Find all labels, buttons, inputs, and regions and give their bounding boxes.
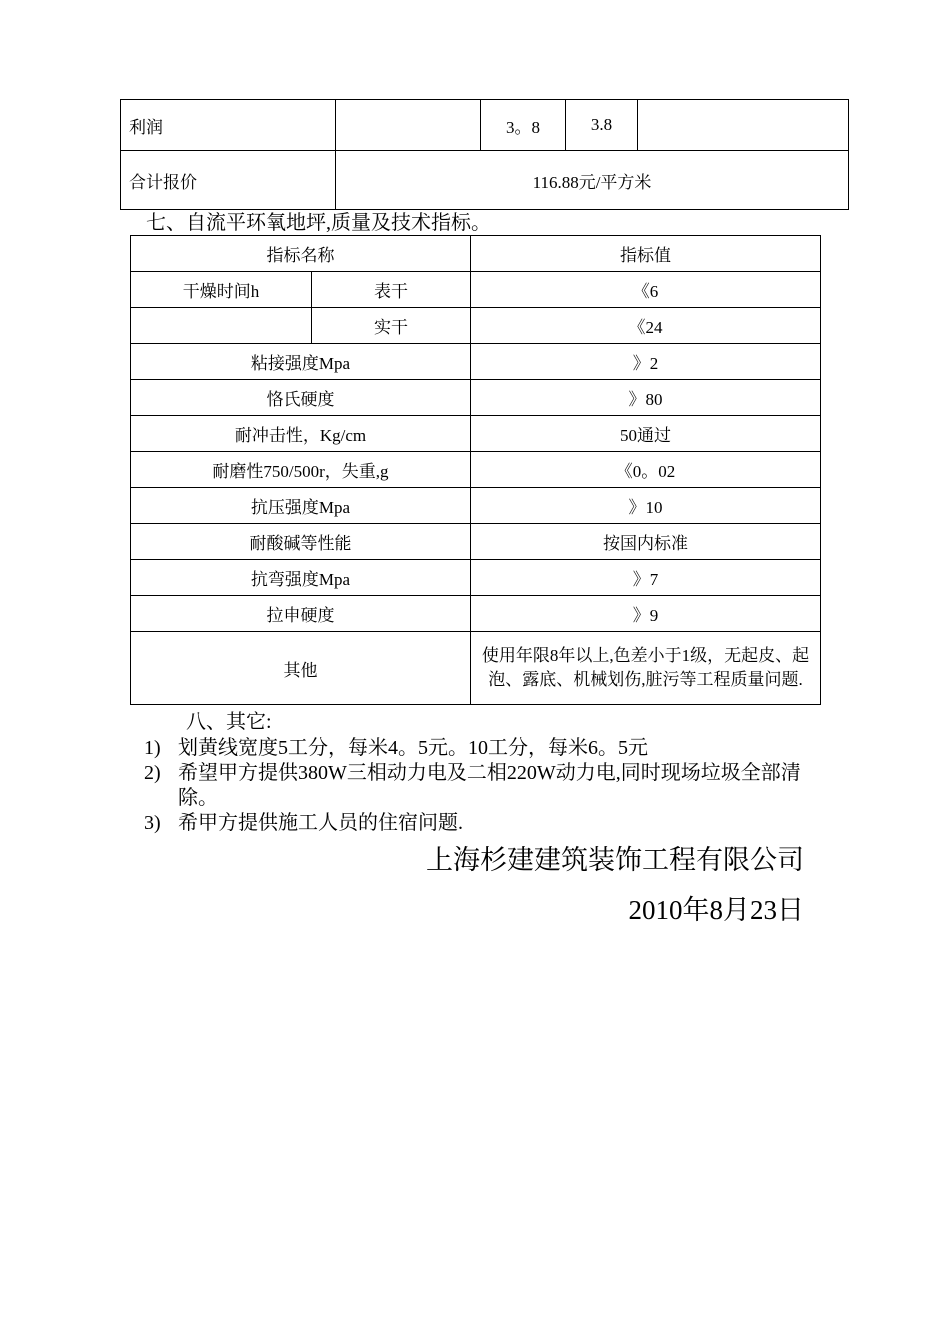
header-name: 指标名称 <box>131 236 471 272</box>
profit-empty-cell <box>638 100 849 151</box>
table-row <box>131 308 821 344</box>
spec-name: 粘接强度Mpa <box>131 344 471 380</box>
drying-time-blank <box>131 308 312 344</box>
table-row <box>131 488 821 524</box>
list-item-number: 3) <box>144 812 161 834</box>
table-row <box>121 151 849 210</box>
surface-dry-value: 《6 <box>471 272 821 308</box>
table-row <box>131 416 821 452</box>
drying-time-label: 干燥时间h <box>131 272 312 308</box>
table-row <box>131 596 821 632</box>
company-name: 上海杉建建筑装饰工程有限公司 <box>426 845 804 875</box>
profit-value-2: 3.8 <box>566 100 638 151</box>
table-row <box>131 380 821 416</box>
list-item <box>144 761 824 811</box>
spec-name: 抗弯强度Mpa <box>131 560 471 596</box>
table-row <box>131 272 821 308</box>
spec-value: 》9 <box>471 596 821 632</box>
price-table <box>120 99 849 210</box>
spec-value: 》10 <box>471 488 821 524</box>
spec-value: 《0。02 <box>471 452 821 488</box>
table-row <box>131 632 821 705</box>
spec-name: 耐磨性750/500r，失重,g <box>131 452 471 488</box>
list-item-text: 希甲方提供施工人员的住宿问题. <box>178 812 463 834</box>
list-item-text: 希望甲方提供380W三相动力电及二相220W动力电,同时现场垃圾全部清除。 <box>178 762 801 809</box>
other-label: 其他 <box>131 632 471 705</box>
table-row <box>131 524 821 560</box>
profit-value-1: 3。8 <box>481 100 566 151</box>
list-item-number: 2) <box>144 762 161 784</box>
list-item-text: 划黄线宽度5工分，每米4。5元。10工分，每米6。5元 <box>178 737 648 759</box>
table-row <box>121 100 849 151</box>
spec-name: 抗压强度Mpa <box>131 488 471 524</box>
spec-name: 耐酸碱等性能 <box>131 524 471 560</box>
section-8-title: 八、其它: <box>186 711 272 733</box>
spec-name: 耐冲击性，Kg/cm <box>131 416 471 452</box>
list-item-number: 1) <box>144 737 161 759</box>
spec-value: 》80 <box>471 380 821 416</box>
spec-value: 》2 <box>471 344 821 380</box>
table-row <box>131 344 821 380</box>
header-value: 指标值 <box>471 236 821 272</box>
spec-value: 按国内标准 <box>471 524 821 560</box>
spec-name: 恪氏硬度 <box>131 380 471 416</box>
total-price-value: 116.88元/平方米 <box>336 151 849 210</box>
table-row <box>131 452 821 488</box>
section-7-title: 七、自流平环氧地坪,质量及技术指标。 <box>146 212 491 234</box>
spec-table <box>130 235 821 705</box>
signature-date: 2010年8月23日 <box>628 895 804 925</box>
other-value: 使用年限8年以上,色差小于1级，无起皮、起泡、露底、机械划伤,脏污等工程质量问题. <box>471 632 821 705</box>
spec-value: 》7 <box>471 560 821 596</box>
profit-label: 利润 <box>121 100 336 151</box>
hard-dry-value: 《24 <box>471 308 821 344</box>
surface-dry-label: 表干 <box>312 272 471 308</box>
table-header-row <box>131 236 821 272</box>
profit-blank-cell <box>336 100 481 151</box>
table-row <box>131 560 821 596</box>
spec-value: 50通过 <box>471 416 821 452</box>
spec-name: 拉申硬度 <box>131 596 471 632</box>
total-price-label: 合计报价 <box>121 151 336 210</box>
hard-dry-label: 实干 <box>312 308 471 344</box>
